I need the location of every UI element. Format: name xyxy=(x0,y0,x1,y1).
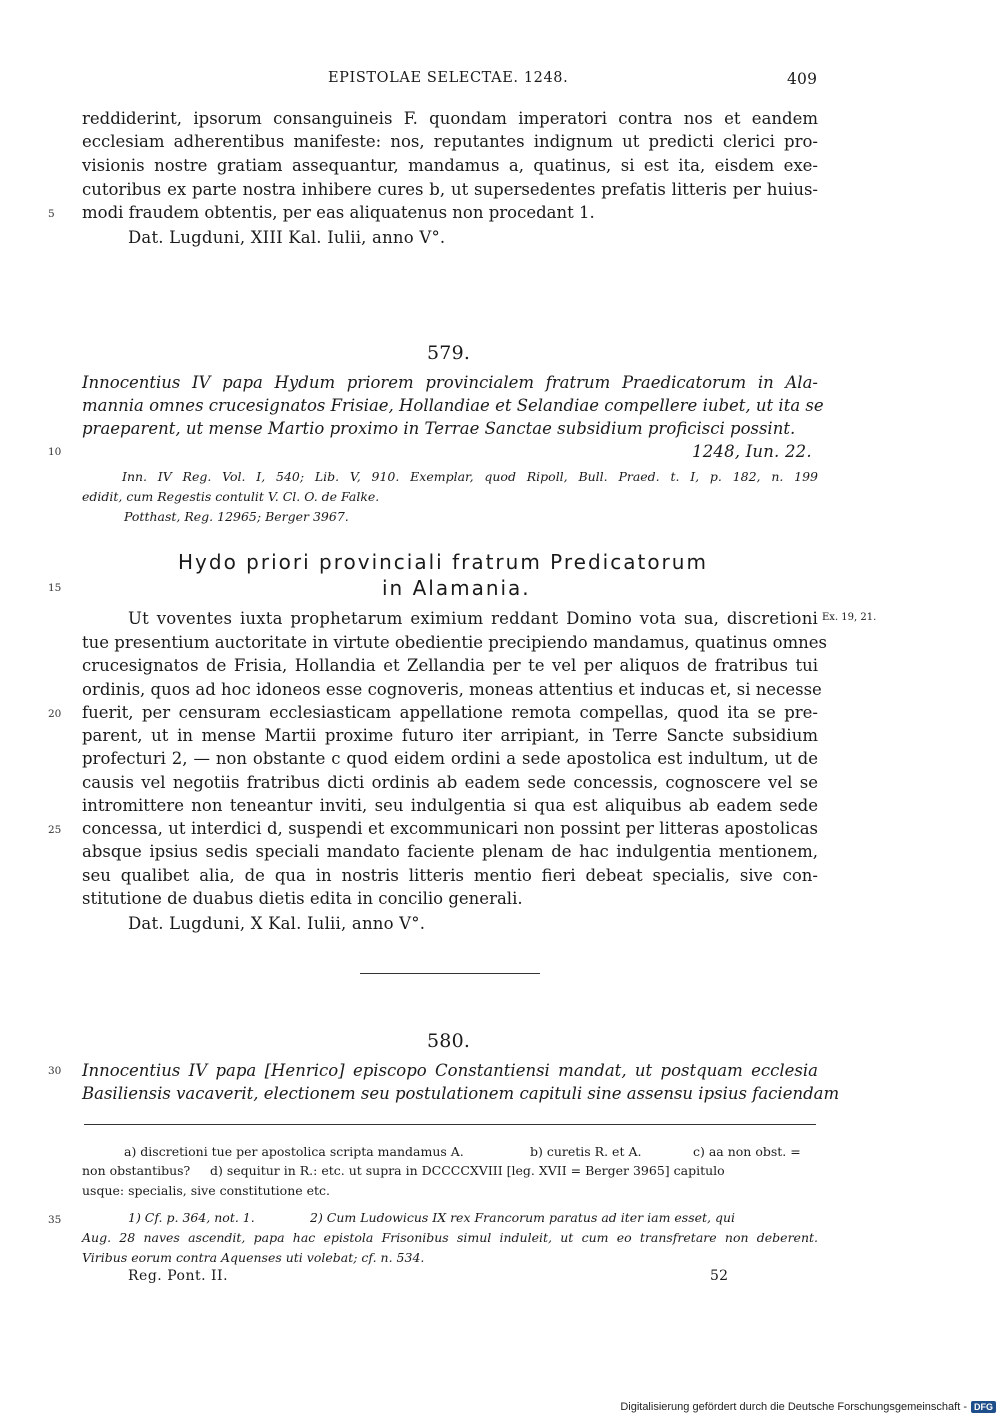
body-line: absque ipsius sedis speciali mandato faciente plenam de hac indulgentia mentionem, xyxy=(82,842,818,861)
dfg-logo: DFG xyxy=(971,1401,996,1413)
letter-date: 1248, Iun. 22. xyxy=(692,442,812,461)
footnote: 2) Cum Ludowicus IX rex Francorum paratus ad iter iam esset, qui xyxy=(310,1210,736,1225)
body-line: stitutione de duabus dietis edita in concilio generali. xyxy=(82,889,523,908)
footnote: b) curetis R. et A. xyxy=(530,1144,642,1159)
address-line: Hydo priori provinciali fratrum Predicatorum xyxy=(178,550,708,574)
margin-reference: Ex. 19, 21. xyxy=(822,612,877,623)
text-line: reddiderint, ipsorum consanguineis F. quondam imperatori contra nos et eandem xyxy=(82,109,818,128)
line-number: 15 xyxy=(48,582,62,594)
dfg-credit-text: Digitalisierung gefördert durch die Deutsche Forschungsgemeinschaft - xyxy=(620,1401,967,1413)
body-line: causis vel negotiis fratribus dicti ordinis ab eadem sede concessis, cognoscere vel se xyxy=(82,773,818,792)
letter-number: 580. xyxy=(427,1030,471,1052)
summary-line: Innocentius IV papa [Henrico] episcopo Constantiensi mandat, ut postquam ecclesia xyxy=(82,1061,818,1080)
body-line: crucesignatos de Frisia, Hollandia et Zellandia per te vel per aliquos de fratribus tui xyxy=(82,656,818,675)
page-number: 409 xyxy=(787,70,818,88)
line-number: 35 xyxy=(48,1214,62,1226)
text-line: modi fraudem obtentis, per eas aliquatenus non procedant 1. xyxy=(82,203,595,222)
summary-line: mannia omnes crucesignatos Frisiae, Hollandiae et Selandiae compellere iubet, ut ita se xyxy=(82,396,824,415)
body-line: concessa, ut interdici d, suspendi et excommunicari non possint per litteras apostolicas xyxy=(82,819,818,838)
text-line: visionis nostre gratiam assequantur, mandamus a, quatinus, si est ita, eisdem exe- xyxy=(82,156,818,175)
running-title: EPISTOLAE SELECTAE. 1248. xyxy=(328,70,569,86)
footnote: Aug. 28 naves ascendit, papa hac epistola Frisonibus simul induleit, ut cum eo transfretare non deberent. xyxy=(82,1230,818,1245)
footnote: d) sequitur in R.: etc. ut supra in DCCCCXVIII [leg. XVII = Berger 3965] capitulo xyxy=(210,1163,725,1178)
text-line: ecclesiam adherentibus manifeste: nos, reputantes indignum ut predicti clerici pro- xyxy=(82,132,818,151)
letter-number: 579. xyxy=(427,342,471,364)
body-line: profecturi 2, — non obstante c quod eidem ordini a sede apostolica est indultum, ut de xyxy=(82,749,818,768)
summary-line: Innocentius IV papa Hydum priorem provincialem fratrum Praedicatorum in Ala- xyxy=(82,373,818,392)
summary-line: Basiliensis vacaverit, electionem seu postulationem capituli sine assensu ipsius faciendam xyxy=(82,1084,840,1103)
source-line: Potthast, Reg. 12965; Berger 3967. xyxy=(124,509,349,524)
footnote-rule xyxy=(84,1124,816,1125)
body-line: ordinis, quos ad hoc idoneos esse cognoveris, moneas attentius et inducas et, si necesse xyxy=(82,680,822,699)
source-line: edidit, cum Regestis contulit V. Cl. O. de Falke. xyxy=(82,489,380,504)
source-line: Inn. IV Reg. Vol. I, 540; Lib. V, 910. Exemplar, quod Ripoll, Bull. Praed. t. I, p. 182, n. 199 xyxy=(122,469,818,484)
footnote: usque: specialis, sive constitutione etc. xyxy=(82,1183,331,1198)
line-number: 5 xyxy=(48,208,55,220)
text-line: cutoribus ex parte nostra inhibere cures b, ut supersedentes prefatis litteris per huius- xyxy=(82,180,818,199)
footnote: a) discretioni tue per apostolica scripta mandamus A. xyxy=(124,1144,464,1159)
body-line: Ut voventes iuxta prophetarum eximium reddant Domino vota sua, discretioni xyxy=(128,609,818,628)
footnote: c) aa non obst. = xyxy=(693,1144,801,1159)
footnote: non obstantibus? xyxy=(82,1163,191,1178)
body-line: intromittere non teneantur inviti, seu indulgentia si qua est aliquibus ab eadem sede xyxy=(82,796,818,815)
address-line: in Alamania. xyxy=(382,576,531,600)
dating-clause: Dat. Lugduni, XIII Kal. Iulii, anno V°. xyxy=(128,228,446,247)
summary-line: praeparent, ut mense Martio proximo in Terrae Sanctae subsidium proficisci possint. xyxy=(82,419,796,438)
footnote: 1) Cf. p. 364, not. 1. xyxy=(128,1210,255,1225)
line-number: 30 xyxy=(48,1065,62,1077)
line-number: 20 xyxy=(48,708,62,720)
signature-number: 52 xyxy=(710,1268,729,1284)
signature-mark: Reg. Pont. II. xyxy=(128,1268,229,1284)
footnote: Viribus eorum contra Aquenses uti volebat; cf. n. 534. xyxy=(82,1250,425,1265)
dfg-credit xyxy=(620,1401,996,1413)
dating-clause: Dat. Lugduni, X Kal. Iulii, anno V°. xyxy=(128,914,426,933)
body-line: seu qualibet alia, de qua in nostris litteris mentio fieri debeat specialis, sive con- xyxy=(82,866,818,885)
line-number: 10 xyxy=(48,446,62,458)
body-line: tue presentium auctoritate in virtute obedientie precipiendo mandamus, quatinus omnes xyxy=(82,633,828,652)
body-line: fuerit, per censuram ecclesiasticam appellatione remota compellas, quod ita se pre- xyxy=(82,703,818,722)
section-divider xyxy=(360,973,540,974)
body-line: parent, ut in mense Martii proxime futuro iter arripiant, in Terre Sancte subsidium xyxy=(82,726,818,745)
line-number: 25 xyxy=(48,824,62,836)
